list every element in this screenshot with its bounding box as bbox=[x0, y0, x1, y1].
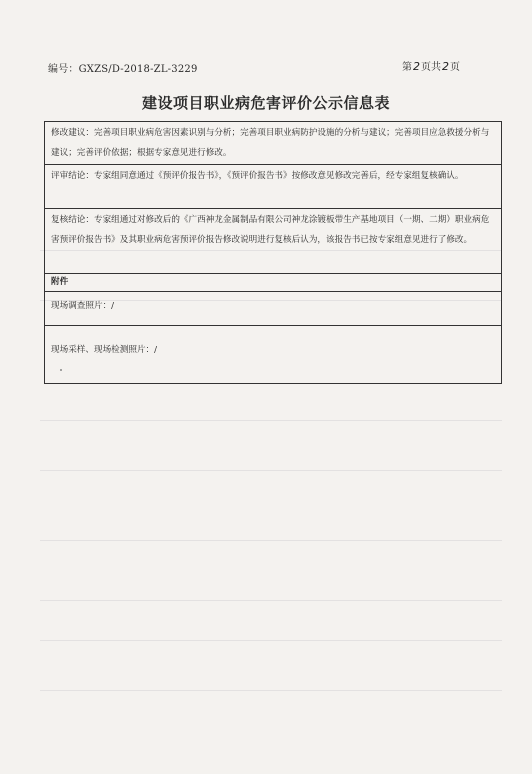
page-current: 2 bbox=[413, 60, 420, 73]
review-conclusion-cell: 评审结论：专家组同意通过《预评价报告书》，《预评价报告书》按修改意见修改完善后，经专家组复核确认。 bbox=[45, 165, 501, 209]
page-total: 2 bbox=[442, 60, 449, 73]
page-prefix: 第 bbox=[402, 62, 412, 73]
site-photos-cell: 现场调查照片：/ bbox=[45, 292, 501, 326]
sampling-photos-cell: 现场采样、现场检测照片：/ bbox=[51, 345, 158, 355]
page-suffix: 页 bbox=[450, 62, 460, 73]
page-mid: 页共 bbox=[421, 62, 441, 73]
stray-mark bbox=[60, 369, 62, 371]
recheck-conclusion-cell: 复核结论：专家组通过对修改后的《广西神龙金属制品有限公司神龙涂镀板带生产基地项目（一期、二期）职业病危害预评价报告书》及其职业病危害预评价报告修改说明进行复核后认为，该报告书已按专家组意见进行了修改。 bbox=[45, 209, 501, 274]
annex-heading: 附件 bbox=[45, 274, 501, 292]
page-indicator bbox=[402, 58, 460, 73]
page-title: 建设项目职业病危害评价公示信息表 bbox=[141, 94, 390, 112]
document-number: 编号：GXZS/D-2018-ZL-3229 bbox=[48, 64, 198, 75]
revision-suggestion-cell: 修改建议：完善项目职业病危害因素识别与分析；完善项目职业病防护设施的分析与建议；完善项目应急救援分析与建议；完善评价依据；根据专家意见进行修改。 bbox=[45, 122, 501, 165]
info-table bbox=[44, 121, 502, 384]
